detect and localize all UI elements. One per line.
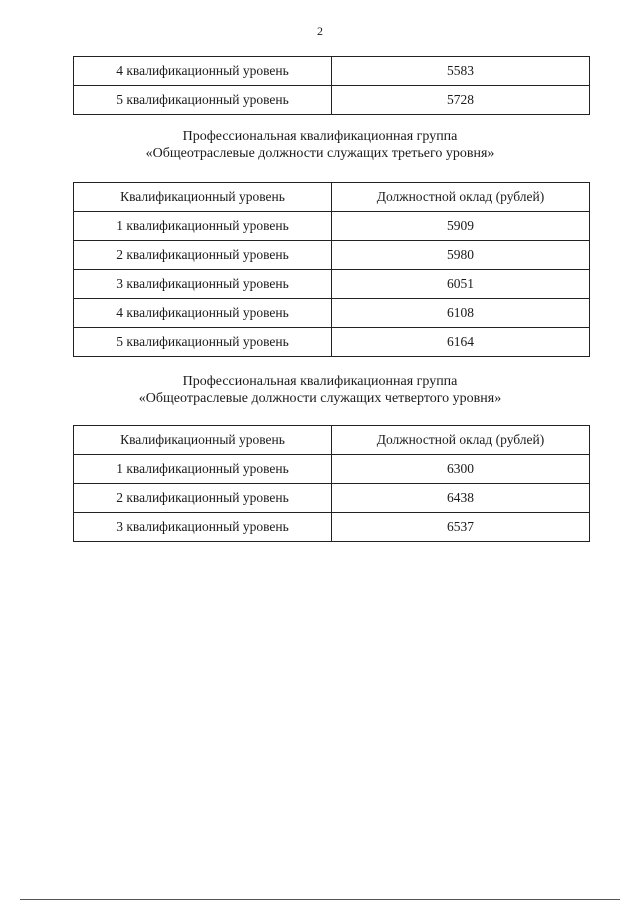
- level-cell: 3 квалификационный уровень: [74, 270, 332, 299]
- salary-table-continuation: [73, 56, 590, 115]
- level-cell: 1 квалификационный уровень: [74, 455, 332, 484]
- salary-cell: 6164: [332, 328, 590, 357]
- level-cell: 2 квалификационный уровень: [74, 484, 332, 513]
- salary-cell: 5583: [332, 57, 590, 86]
- column-header-salary: Должностной оклад (рублей): [332, 426, 590, 455]
- level-cell: 4 квалификационный уровень: [74, 57, 332, 86]
- salary-cell: 6300: [332, 455, 590, 484]
- salary-table-fourth-level: [73, 425, 590, 542]
- table-row: [74, 212, 590, 241]
- level-cell: 1 квалификационный уровень: [74, 212, 332, 241]
- salary-cell: 6051: [332, 270, 590, 299]
- level-cell: 5 квалификационный уровень: [74, 86, 332, 115]
- salary-cell: 5728: [332, 86, 590, 115]
- table-row: [74, 57, 590, 86]
- table-row: [74, 328, 590, 357]
- table-row: [74, 86, 590, 115]
- table-row: [74, 455, 590, 484]
- salary-cell: 6537: [332, 513, 590, 542]
- table-row: [74, 299, 590, 328]
- table-row: [74, 270, 590, 299]
- group-heading-line2: «Общеотраслевые должности служащих третьего уровня»: [145, 146, 495, 161]
- column-header-salary: Должностной оклад (рублей): [332, 183, 590, 212]
- table-header-row: [74, 426, 590, 455]
- salary-table-third-level: [73, 182, 590, 357]
- group-heading-third-level: [0, 128, 640, 162]
- page-bottom-rule: [20, 899, 620, 900]
- level-cell: 2 квалификационный уровень: [74, 241, 332, 270]
- column-header-level: Квалификационный уровень: [74, 426, 332, 455]
- group-heading-fourth-level: [0, 373, 640, 407]
- level-cell: 5 квалификационный уровень: [74, 328, 332, 357]
- table-row: [74, 241, 590, 270]
- salary-cell: 5909: [332, 212, 590, 241]
- column-header-level: Квалификационный уровень: [74, 183, 332, 212]
- table-row: [74, 513, 590, 542]
- level-cell: 4 квалификационный уровень: [74, 299, 332, 328]
- salary-cell: 6108: [332, 299, 590, 328]
- group-heading-line1: Профессиональная квалификационная группа: [182, 129, 458, 144]
- group-heading-line1: Профессиональная квалификационная группа: [182, 374, 458, 389]
- page-number: 2: [317, 24, 323, 38]
- salary-cell: 5980: [332, 241, 590, 270]
- group-heading-line2: «Общеотраслевые должности служащих четвертого уровня»: [138, 391, 502, 406]
- table-header-row: [74, 183, 590, 212]
- level-cell: 3 квалификационный уровень: [74, 513, 332, 542]
- salary-cell: 6438: [332, 484, 590, 513]
- table-row: [74, 484, 590, 513]
